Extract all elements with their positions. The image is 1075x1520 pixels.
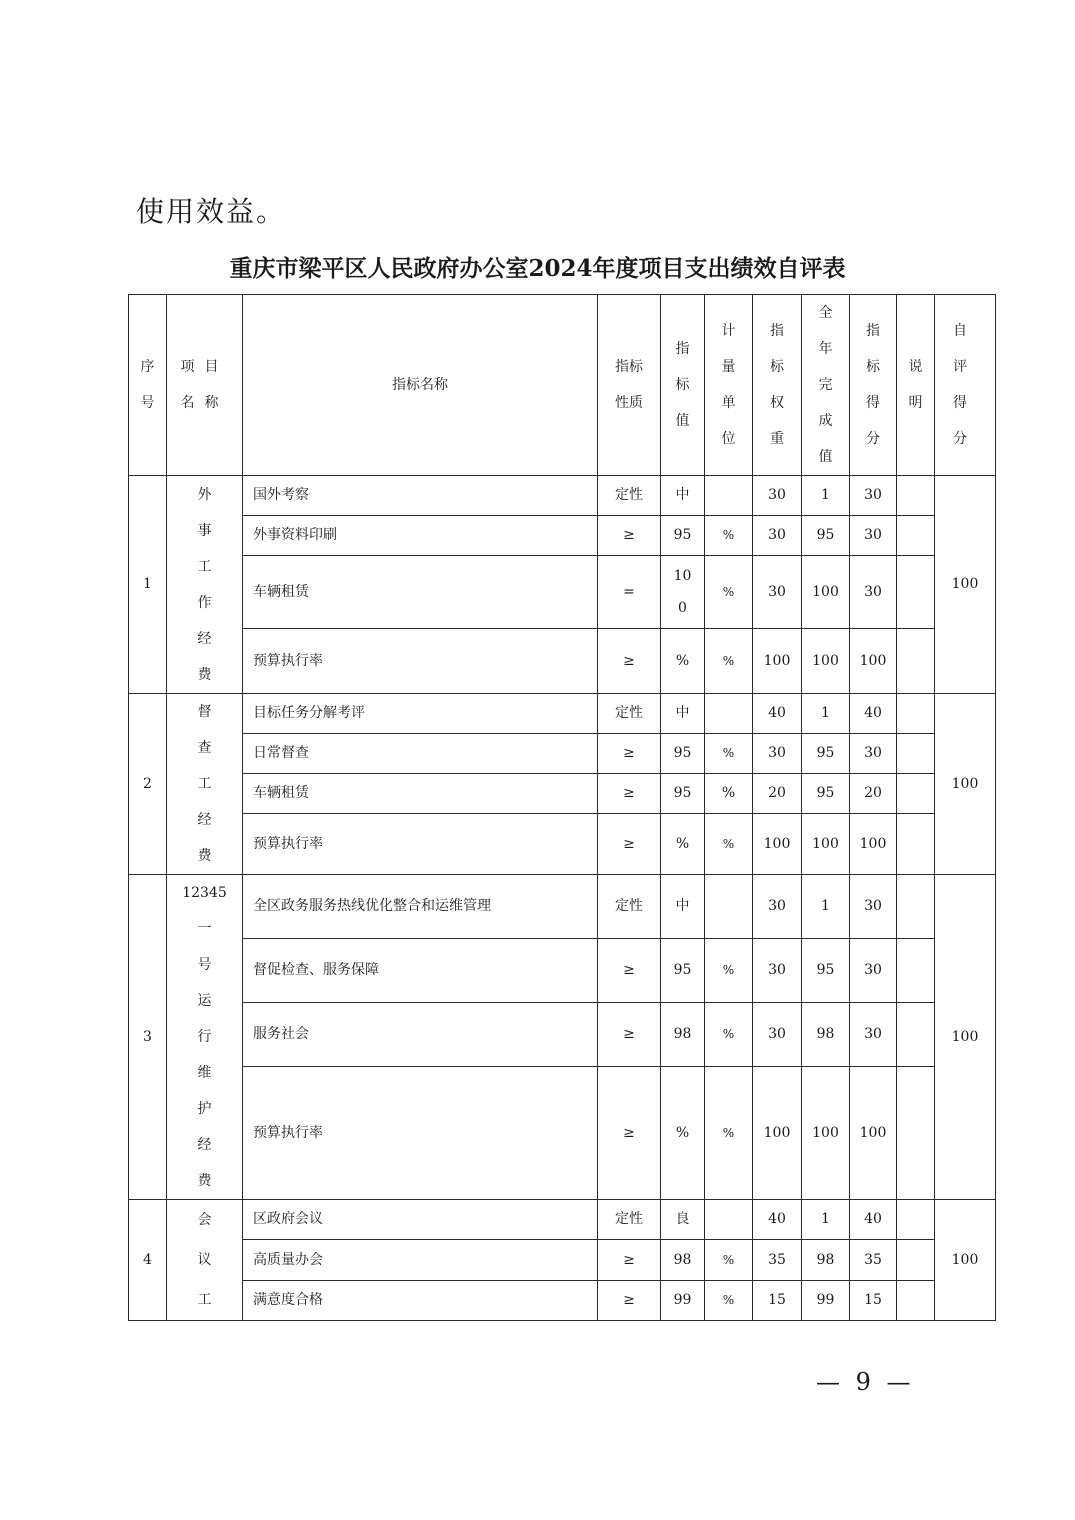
indicator-score: 100	[850, 814, 897, 875]
indicator-unit: %	[705, 1067, 753, 1200]
table-row	[129, 516, 996, 556]
indicator-note	[897, 734, 935, 774]
header-nature: 指标性质	[598, 295, 661, 476]
table-row	[129, 1200, 996, 1240]
indicator-name: 满意度合格	[243, 1280, 598, 1320]
indicator-weight: 30	[753, 734, 802, 774]
indicator-value: 良	[661, 1200, 705, 1240]
indicator-actual: 1	[802, 1200, 850, 1240]
indicator-note	[897, 875, 935, 939]
indicator-nature: ≥	[598, 1003, 661, 1067]
indicator-nature: 定性	[598, 1200, 661, 1240]
indicator-weight: 40	[753, 694, 802, 734]
table-row	[129, 939, 996, 1003]
project-seq: 2	[129, 694, 167, 875]
indicator-unit: %	[705, 516, 753, 556]
indicator-nature: 定性	[598, 476, 661, 516]
table-row	[129, 556, 996, 629]
indicator-nature: ≥	[598, 1280, 661, 1320]
indicator-value: %	[661, 629, 705, 694]
header-self: 自评得分	[935, 295, 996, 476]
indicator-weight: 30	[753, 939, 802, 1003]
indicator-actual: 95	[802, 734, 850, 774]
indicator-value: 中	[661, 875, 705, 939]
indicator-score: 100	[850, 1067, 897, 1200]
project-seq: 1	[129, 476, 167, 694]
indicator-unit: %	[705, 814, 753, 875]
header-score: 指标得分	[850, 295, 897, 476]
indicator-note	[897, 629, 935, 694]
indicator-actual: 100	[802, 556, 850, 629]
indicator-nature: ≥	[598, 939, 661, 1003]
indicator-note	[897, 516, 935, 556]
indicator-actual: 95	[802, 774, 850, 814]
indicator-nature: ≥	[598, 814, 661, 875]
indicator-unit	[705, 875, 753, 939]
indicator-weight: 35	[753, 1240, 802, 1280]
indicator-name: 日常督查	[243, 734, 598, 774]
indicator-actual: 98	[802, 1240, 850, 1280]
indicator-note	[897, 774, 935, 814]
indicator-name: 目标任务分解考评	[243, 694, 598, 734]
indicator-weight: 100	[753, 1067, 802, 1200]
indicator-actual: 1	[802, 694, 850, 734]
indicator-value: 100	[661, 556, 705, 629]
indicator-value: 95	[661, 939, 705, 1003]
indicator-unit: %	[705, 1003, 753, 1067]
indicator-weight: 15	[753, 1280, 802, 1320]
table-row	[129, 1280, 996, 1320]
indicator-unit: %	[705, 774, 753, 814]
table-row	[129, 875, 996, 939]
indicator-actual: 100	[802, 1067, 850, 1200]
table-row	[129, 774, 996, 814]
indicator-score: 100	[850, 629, 897, 694]
indicator-name: 预算执行率	[243, 1067, 598, 1200]
indicator-name: 服务社会	[243, 1003, 598, 1067]
indicator-score: 30	[850, 875, 897, 939]
indicator-actual: 100	[802, 814, 850, 875]
indicator-unit	[705, 476, 753, 516]
indicator-value: 98	[661, 1240, 705, 1280]
indicator-value: %	[661, 1067, 705, 1200]
indicator-nature: 定性	[598, 875, 661, 939]
indicator-value: 98	[661, 1003, 705, 1067]
indicator-score: 20	[850, 774, 897, 814]
indicator-name: 国外考察	[243, 476, 598, 516]
indicator-name: 车辆租赁	[243, 556, 598, 629]
project-name: 外事工作经费	[167, 476, 243, 694]
indicator-note	[897, 1200, 935, 1240]
indicator-nature: ≥	[598, 774, 661, 814]
table-row	[129, 476, 996, 516]
table-row	[129, 1067, 996, 1200]
indicator-name: 区政府会议	[243, 1200, 598, 1240]
indicator-note	[897, 476, 935, 516]
indicator-weight: 100	[753, 814, 802, 875]
indicator-name: 外事资料印刷	[243, 516, 598, 556]
header-weight: 指标权重	[753, 295, 802, 476]
indicator-actual: 1	[802, 875, 850, 939]
intro-text: 使用效益。	[136, 195, 287, 228]
indicator-note	[897, 694, 935, 734]
indicator-name: 全区政务服务热线优化整合和运维管理	[243, 875, 598, 939]
indicator-unit: %	[705, 939, 753, 1003]
indicator-weight: 30	[753, 875, 802, 939]
indicator-nature: ≥	[598, 1067, 661, 1200]
indicator-note	[897, 1067, 935, 1200]
table-row	[129, 694, 996, 734]
indicator-value: 99	[661, 1280, 705, 1320]
indicator-note	[897, 939, 935, 1003]
indicator-name: 督促检查、服务保障	[243, 939, 598, 1003]
project-name: 会议工	[167, 1200, 243, 1321]
table-row	[129, 1240, 996, 1280]
project-seq: 4	[129, 1200, 167, 1321]
indicator-value: %	[661, 814, 705, 875]
project-name: 督查工经费	[167, 694, 243, 875]
indicator-weight: 30	[753, 1003, 802, 1067]
indicator-score: 30	[850, 939, 897, 1003]
table-row	[129, 814, 996, 875]
indicator-value: 95	[661, 516, 705, 556]
indicator-value: 中	[661, 694, 705, 734]
indicator-actual: 95	[802, 516, 850, 556]
indicator-note	[897, 1240, 935, 1280]
indicator-note	[897, 556, 935, 629]
indicator-unit: %	[705, 1280, 753, 1320]
indicator-actual: 1	[802, 476, 850, 516]
indicator-score: 30	[850, 516, 897, 556]
indicator-weight: 30	[753, 516, 802, 556]
indicator-actual: 100	[802, 629, 850, 694]
table-row	[129, 629, 996, 694]
indicator-weight: 100	[753, 629, 802, 694]
indicator-nature: ≥	[598, 629, 661, 694]
indicator-weight: 40	[753, 1200, 802, 1240]
performance-table	[128, 294, 996, 1321]
table-row	[129, 1003, 996, 1067]
indicator-name: 预算执行率	[243, 629, 598, 694]
indicator-name: 车辆租赁	[243, 774, 598, 814]
indicator-note	[897, 1280, 935, 1320]
header-actual: 全年完成值	[802, 295, 850, 476]
header-indicator: 指标名称	[243, 295, 598, 476]
self-score: 100	[935, 875, 996, 1200]
self-score: 100	[935, 694, 996, 875]
indicator-actual: 95	[802, 939, 850, 1003]
indicator-nature: =	[598, 556, 661, 629]
indicator-value: 中	[661, 476, 705, 516]
indicator-unit: %	[705, 1240, 753, 1280]
self-score: 100	[935, 476, 996, 694]
indicator-nature: ≥	[598, 516, 661, 556]
indicator-unit: %	[705, 734, 753, 774]
table-title: 重庆市梁平区人民政府办公室2024年度项目支出绩效自评表	[229, 255, 846, 282]
project-name: 12345 一号运行维护经费	[167, 875, 243, 1200]
indicator-name: 高质量办会	[243, 1240, 598, 1280]
indicator-nature: 定性	[598, 694, 661, 734]
indicator-score: 35	[850, 1240, 897, 1280]
indicator-note	[897, 1003, 935, 1067]
indicator-value: 95	[661, 734, 705, 774]
indicator-score: 30	[850, 476, 897, 516]
indicator-score: 30	[850, 734, 897, 774]
indicator-score: 30	[850, 1003, 897, 1067]
indicator-unit: %	[705, 556, 753, 629]
indicator-score: 15	[850, 1280, 897, 1320]
indicator-unit	[705, 1200, 753, 1240]
header-unit: 计量单位	[705, 295, 753, 476]
indicator-nature: ≥	[598, 1240, 661, 1280]
header-note: 说明	[897, 295, 935, 476]
table-row	[129, 734, 996, 774]
indicator-weight: 20	[753, 774, 802, 814]
indicator-unit: %	[705, 629, 753, 694]
indicator-weight: 30	[753, 476, 802, 516]
self-score: 100	[935, 1200, 996, 1321]
page-number: — 9 —	[816, 1368, 915, 1396]
indicator-unit	[705, 694, 753, 734]
indicator-score: 40	[850, 694, 897, 734]
indicator-name: 预算执行率	[243, 814, 598, 875]
header-row	[129, 295, 996, 476]
indicator-value: 95	[661, 774, 705, 814]
indicator-nature: ≥	[598, 734, 661, 774]
indicator-actual: 99	[802, 1280, 850, 1320]
header-project: 项目名称	[167, 295, 243, 476]
project-seq: 3	[129, 875, 167, 1200]
indicator-score: 40	[850, 1200, 897, 1240]
header-seq: 序号	[129, 295, 167, 476]
indicator-actual: 98	[802, 1003, 850, 1067]
header-value: 指标值	[661, 295, 705, 476]
indicator-weight: 30	[753, 556, 802, 629]
indicator-score: 30	[850, 556, 897, 629]
indicator-note	[897, 814, 935, 875]
